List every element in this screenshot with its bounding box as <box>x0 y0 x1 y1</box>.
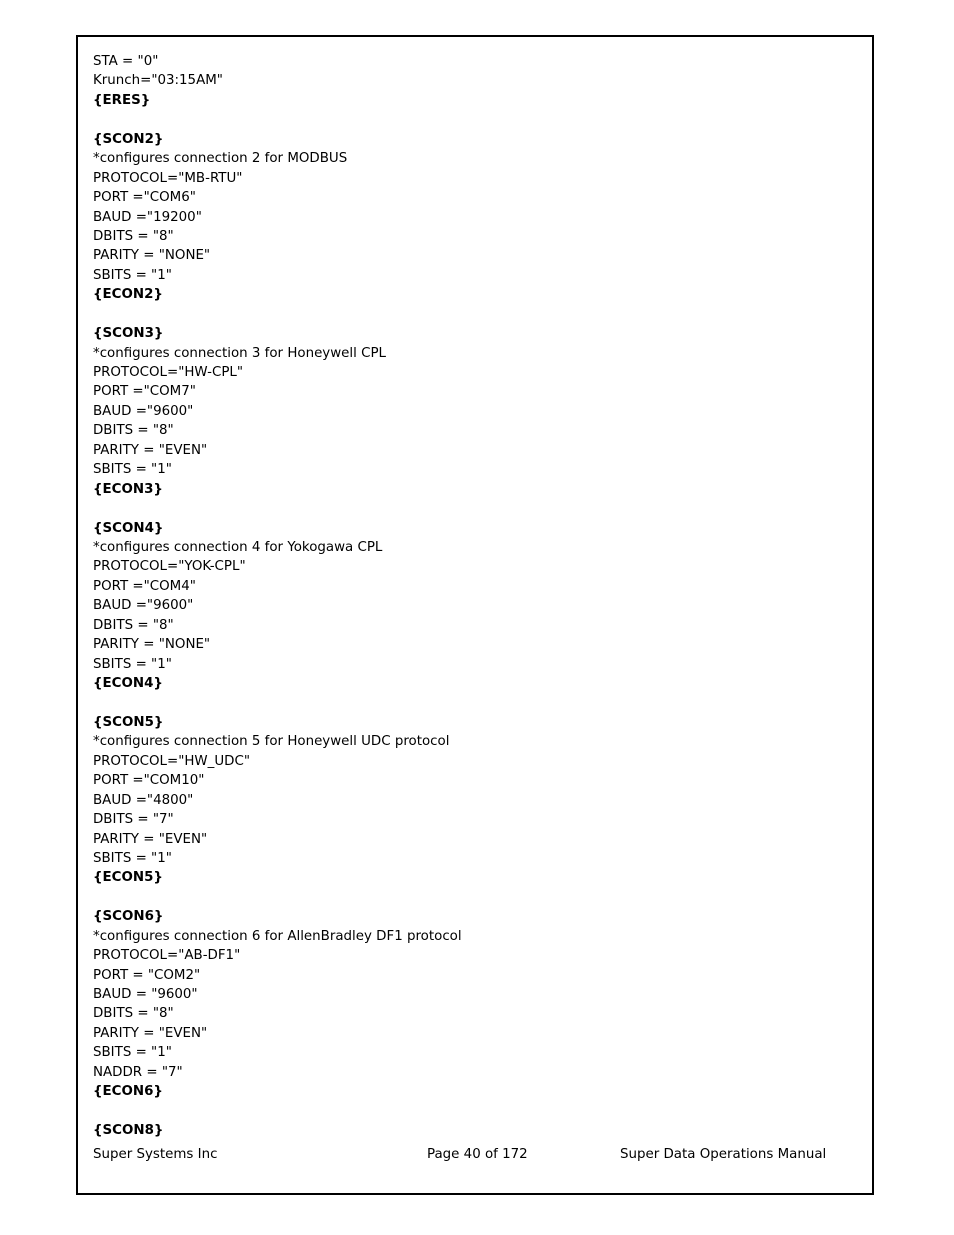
config-line: PORT ="COM4" <box>93 578 196 594</box>
config-line: DBITS = "8" <box>93 228 174 244</box>
config-line: PROTOCOL="HW_UDC" <box>93 753 250 769</box>
config-line: *configures connection 5 for Honeywell UDC protocol <box>93 734 450 750</box>
config-line: DBITS = "8" <box>93 1006 174 1022</box>
config-line: PORT = "COM2" <box>93 967 201 983</box>
section-tag: {SCON5} <box>93 714 164 730</box>
config-line: *configures connection 6 for AllenBradley DF1 protocol <box>93 928 462 944</box>
config-line: BAUD ="19200" <box>93 209 202 225</box>
config-line: PROTOCOL="HW-CPL" <box>93 365 244 380</box>
section-tag: {SCON2} <box>93 131 164 147</box>
section-tag: {ECON5} <box>93 870 163 886</box>
section-tag: {SCON3} <box>93 326 164 342</box>
config-line: BAUD ="4800" <box>93 792 194 808</box>
config-line: DBITS = "7" <box>93 812 174 828</box>
config-line: Krunch="03:15AM" <box>93 73 223 89</box>
config-line: STA = "0" <box>93 54 159 69</box>
config-line: PORT ="COM6" <box>93 190 196 206</box>
footer-manual-title: Super Data Operations Manual <box>620 1147 827 1162</box>
config-line: SBITS = "1" <box>93 267 172 283</box>
section-tag: {ECON6} <box>93 1084 163 1100</box>
config-line: NADDR = "7" <box>93 1064 183 1080</box>
config-line: PARITY = "NONE" <box>93 637 211 653</box>
config-line: BAUD = "9600" <box>93 987 198 1002</box>
section-tag: {SCON4} <box>93 520 164 536</box>
config-line: SBITS = "1" <box>93 850 172 866</box>
section-tag: {SCON8} <box>93 1123 164 1139</box>
blank-line <box>93 1102 853 1121</box>
config-line: SBITS = "1" <box>93 462 172 478</box>
config-line: DBITS = "8" <box>93 617 174 633</box>
config-listing <box>93 52 853 1141</box>
config-line: PARITY = "EVEN" <box>93 831 208 847</box>
config-line: *configures connection 2 for MODBUS <box>93 151 348 167</box>
config-line: PROTOCOL="AB-DF1" <box>93 948 241 964</box>
config-line: SBITS = "1" <box>93 1045 172 1061</box>
section-tag: {ECON4} <box>93 676 163 691</box>
blank-line <box>93 693 853 712</box>
section-tag: {ECON2} <box>93 287 163 303</box>
config-line: BAUD ="9600" <box>93 403 194 419</box>
config-line: PROTOCOL="YOK-CPL" <box>93 559 246 575</box>
config-line: PARITY = "EVEN" <box>93 442 208 458</box>
config-line: SBITS = "1" <box>93 656 172 672</box>
section-tag: {ECON3} <box>93 481 163 497</box>
config-line: PORT ="COM7" <box>93 384 196 400</box>
section-tag: {SCON6} <box>93 909 164 925</box>
blank-line <box>93 888 853 907</box>
config-line: PARITY = "NONE" <box>93 248 211 264</box>
blank-line <box>93 110 853 129</box>
config-line: *configures connection 4 for Yokogawa CPL <box>93 539 383 555</box>
config-line: BAUD ="9600" <box>93 598 194 614</box>
footer-company: Super Systems Inc <box>93 1147 218 1162</box>
config-line: *configures connection 3 for Honeywell CPL <box>93 345 387 361</box>
config-line: DBITS = "8" <box>93 423 174 439</box>
footer-page-number: Page 40 of 172 <box>427 1147 528 1162</box>
blank-line <box>93 305 853 324</box>
blank-line <box>93 499 853 518</box>
config-line: PROTOCOL="MB-RTU" <box>93 170 243 186</box>
config-line: PARITY = "EVEN" <box>93 1025 208 1041</box>
config-line: PORT ="COM10" <box>93 773 205 789</box>
section-tag: {ERES} <box>93 92 151 108</box>
